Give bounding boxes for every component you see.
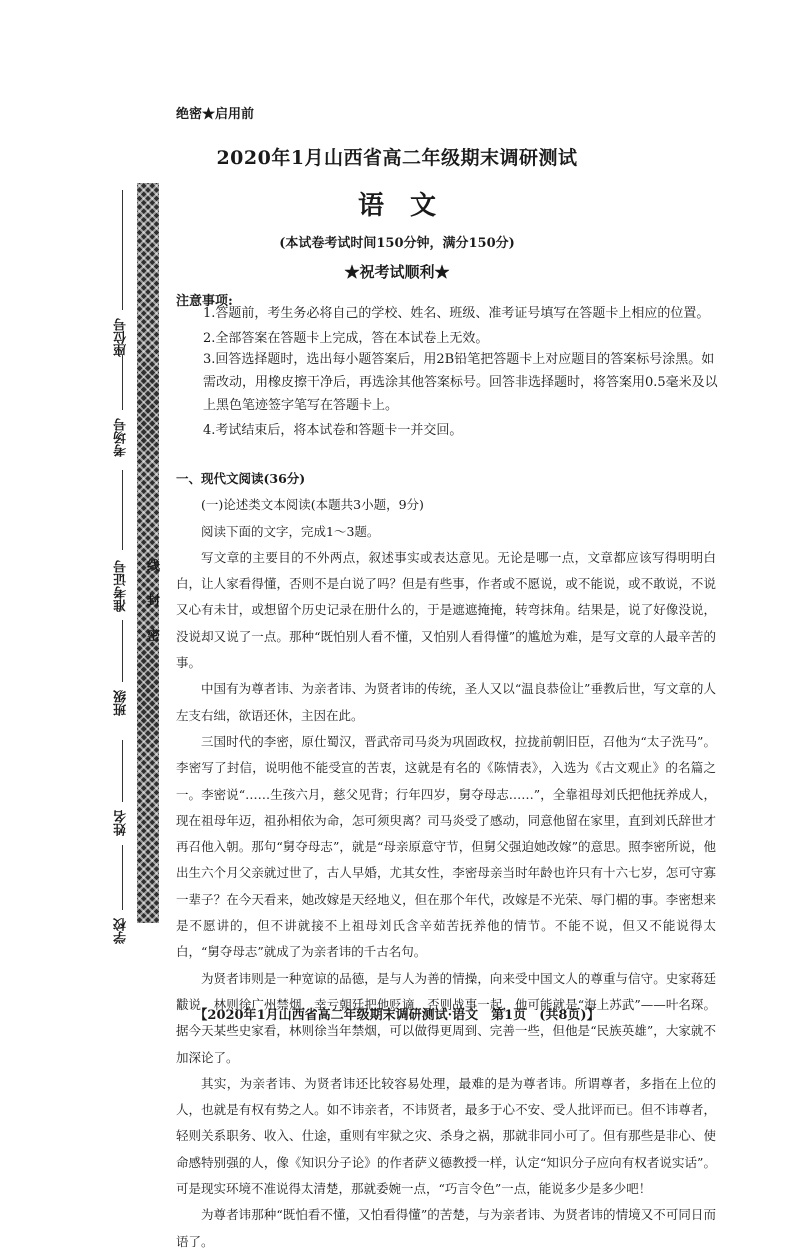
exam-time-note: (本试卷考试时间150分钟，满分150分) — [279, 236, 515, 251]
passage-paragraph: 为贤者讳则是一种宽谅的品德，是与人为善的情操，向来受中国文人的尊重与信守。史家蒋廷黻说，林则徐广州禁烟，幸亏朝廷把他贬谪，否则战事一起，他可能就是“海上苏武”——叶名琛。据今天某些史家看，林则徐当年禁烟，可以做得更周到、完善一些，但他是“民族英雄”，大家就不加深论了。 — [176, 970, 716, 1065]
subject-title: 语文 — [357, 191, 462, 221]
school-blank — [122, 845, 123, 910]
name-blank — [122, 740, 123, 802]
exam-room-blank — [122, 355, 123, 410]
exam-room-label: 考场号 — [114, 418, 129, 457]
reading-section — [176, 466, 716, 1255]
passage-paragraph: 为尊者讳那种“既怕看不懂，又怕看得懂”的苦楚，与为亲者讳、为贤者讳的情境又不可同日而语了。 — [176, 1207, 716, 1249]
seal-seal-char: 封 — [147, 594, 161, 609]
binding-strip — [137, 183, 159, 923]
note-item: 3.回答选择题时，选出每小题答案后，用2B铅笔把答题卡上对应题目的答案标号涂黑。如需改动，用橡皮擦干净后，再选涂其他答案标号。回答非选择题时，将答案用0.5毫米及以上黑色笔迹签字笔写在答题卡上。 — [203, 352, 718, 413]
passage-paragraph: 其实，为亲者讳、为贤者讳还比较容易处理，最难的是为尊者讳。所谓尊者，多指在上位的人，也就是有权有势之人。如不讳亲者，不讳贤者，最多于心不安、受人批评而已。但不讳尊者，轻则关系职务、收入、仕途，重则有牢狱之灾、杀身之祸，那就非同小可了。但有那些是非心、使命感特别强的人，像《知识分子论》的作者萨义德教授一样，认定“知识分子应向有权者说实话”。可是现实环境不准说得太清楚，那就委婉一点，“巧言令色”一点，能说多少是多少吧！ — [176, 1075, 716, 1197]
seal-line-char: 线 — [147, 559, 161, 574]
note-item: 1.答题前，考生务必将自己的学校、姓名、班级、准考证号填写在答题卡上相应的位置。 — [203, 306, 710, 321]
page-footer: 【2020年1月山西省高二年级期末调研测试·语文 第1页 (共8页)】 — [194, 1008, 600, 1023]
subsection-title: (一)论述类文本阅读(本题共3小题，9分) — [201, 497, 424, 513]
admission-number-blank — [122, 470, 123, 550]
seal-secret-char: 密 — [147, 629, 161, 644]
seat-number-blank — [122, 190, 123, 310]
section-title: 一、现代文阅读(36分) — [176, 471, 306, 486]
notes-heading: 注意事项: — [176, 294, 233, 309]
reading-instruction: 阅读下面的文字，完成1～3题。 — [201, 523, 380, 539]
seat-number-label: 座位号 — [114, 318, 129, 357]
note-item: 2.全部答案在答题卡上完成，答在本试卷上无效。 — [203, 331, 489, 346]
class-blank — [122, 620, 123, 682]
school-label: 学校 — [114, 918, 129, 944]
class-label: 班级 — [114, 690, 129, 716]
exam-title: 2020年1月山西省高二年级期末调研测试 — [216, 147, 578, 169]
secret-mark: 绝密★启用前 — [176, 107, 255, 122]
name-label: 姓名 — [114, 810, 129, 836]
passage-paragraph: 中国有为尊者讳、为亲者讳、为贤者讳的传统，圣人又以“温良恭俭让”垂教后世，写文章的人左支右绌，欲语还休，主因在此。 — [176, 681, 716, 723]
note-item: 4.考试结束后，将本试卷和答题卡一并交回。 — [203, 423, 463, 438]
passage-paragraph: 写文章的主要目的不外两点，叙述事实或表达意见。无论是哪一点，文章都应该写得明明白白，让人家看得懂，否则不是白说了吗？但是有些事，作者或不愿说，或不能说，或不敢说，不说又心有未甘，或想留个历史记录在册什么的，于是遮遮掩掩，转弯抹角。结果是，说了好像没说，没说却又说了一点。那种“既怕别人看不懂，又怕别人看得懂”的尴尬为难，是写文章的人最辛苦的事。 — [176, 549, 716, 671]
good-luck-line: ★祝考试顺利★ — [344, 263, 450, 281]
admission-number-label: 准考证号 — [114, 560, 129, 612]
passage-paragraph: 三国时代的李密，原仕蜀汉，晋武帝司马炎为巩固政权，拉拢前朝旧臣，召他为“太子洗马”。李密写了封信，说明他不能受宣的苦衷，这就是有名的《陈情表》，入选为《古文观止》的名篇之一。李密说“……生孩六月，慈父见背；行年四岁，舅夺母志……”，全靠祖母刘氏把他抚养成人，现在祖母年迈，祖孙相依为命，怎可须臾离？司马炎受了感动，同意他留在家里，直到刘氏辞世才再召他入朝。那句“舅夺母志”，就是“母亲原意守节，但舅父强迫她改嫁”的意思。照李密所说，他出生六个月父亲就过世了，古人早婚，尤其女性，李密母亲当时年龄也许只有十六七岁，怎可守寡一辈子？在今天看来，她改嫁是天经地义，但在那个年代，改嫁是不光荣、辱门楣的事。李密想来是不愿讲的，但不讲就接不上祖母刘氏含辛茹苦抚养他的情节。不能不说，但又不能说得太白，“舅夺母志”就成了为亲者讳的千古名句。 — [176, 733, 716, 960]
